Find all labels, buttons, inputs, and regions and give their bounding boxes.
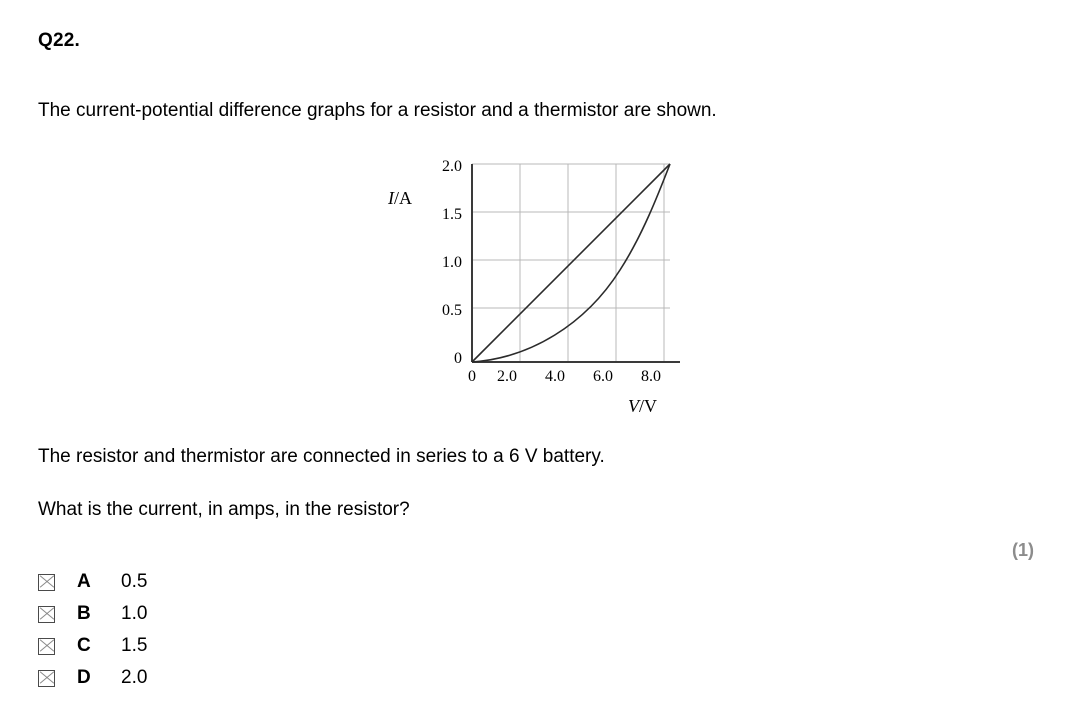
question-number: Q22. (38, 30, 80, 51)
option-row-c[interactable] (38, 630, 147, 662)
option-text: 2.0 (121, 667, 148, 688)
option-text: 1.5 (121, 635, 148, 656)
question-stem: The current-potential difference graphs for a resistor and a thermistor are shown. (38, 100, 717, 121)
x-tick-label: 8.0 (641, 368, 661, 385)
y-axis-label: I/A (388, 188, 412, 208)
checkbox-icon[interactable] (38, 606, 55, 623)
x-tick-label: 2.0 (497, 368, 517, 385)
iv-graph-figure (380, 150, 710, 420)
checkbox-icon[interactable] (38, 574, 55, 591)
y-tick-label: 0 (454, 350, 462, 367)
series-statement: The resistor and thermistor are connected in series to a 6 V battery. (38, 446, 605, 467)
y-tick-label: 2.0 (442, 158, 462, 175)
x-tick-label: 4.0 (545, 368, 565, 385)
option-letter: D (77, 667, 91, 688)
question-ask: What is the current, in amps, in the resistor? (38, 499, 410, 520)
resistor-line (472, 164, 670, 362)
option-text: 1.0 (121, 603, 148, 624)
option-text: 0.5 (121, 571, 148, 592)
option-letter: C (77, 635, 91, 656)
option-letter: B (77, 603, 91, 624)
option-row-d[interactable] (38, 662, 147, 694)
option-letter: A (77, 571, 91, 592)
marks-indicator: (1) (1012, 540, 1034, 560)
x-tick-label: 0 (468, 368, 476, 385)
x-tick-label: 6.0 (593, 368, 613, 385)
checkbox-icon[interactable] (38, 670, 55, 687)
checkbox-icon[interactable] (38, 638, 55, 655)
y-tick-label: 0.5 (442, 302, 462, 319)
y-tick-label: 1.5 (442, 206, 462, 223)
x-axis-label: V/V (628, 396, 657, 416)
axes (472, 164, 680, 362)
option-row-b[interactable] (38, 598, 147, 630)
option-row-a[interactable] (38, 566, 147, 598)
answer-options (38, 566, 147, 694)
y-tick-label: 1.0 (442, 254, 462, 271)
